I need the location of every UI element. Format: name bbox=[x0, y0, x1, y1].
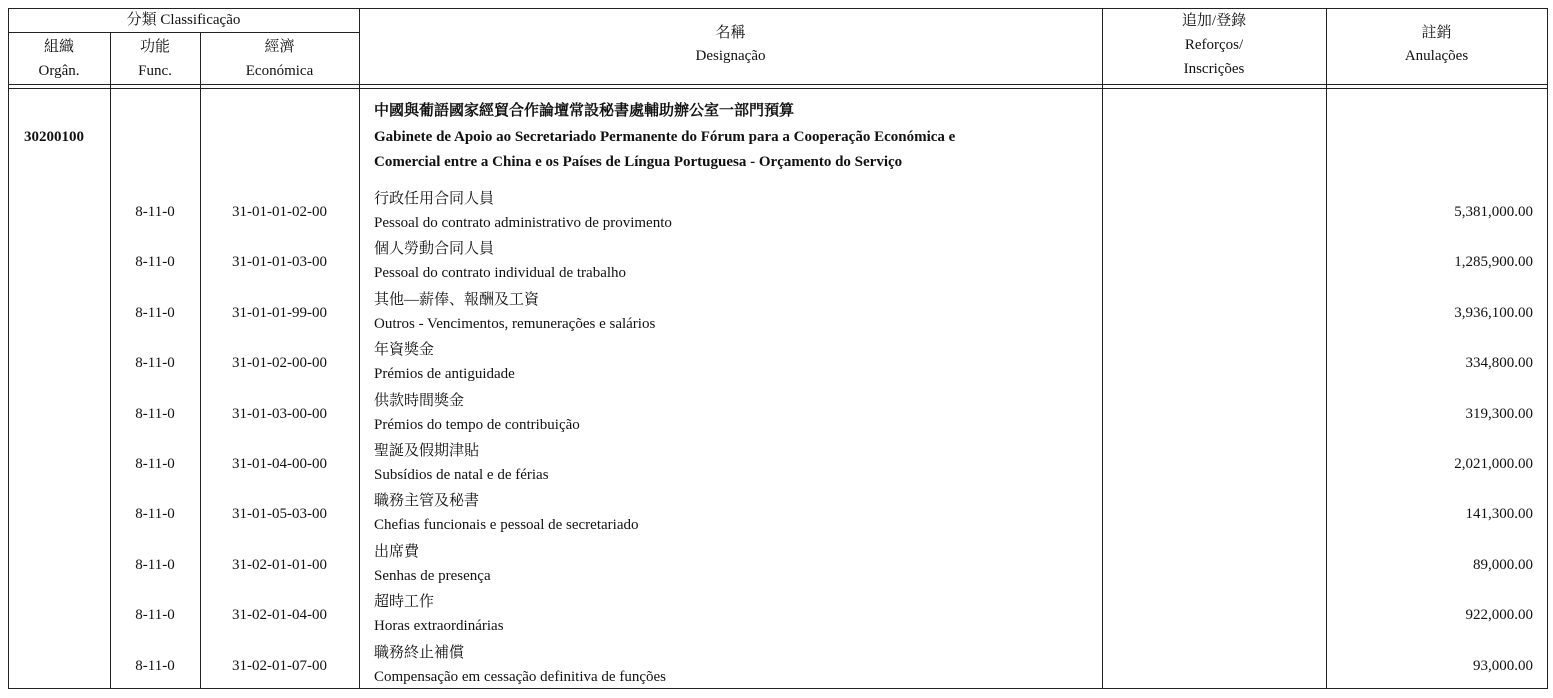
annulments-header-pt: Anulações bbox=[1404, 48, 1469, 64]
col-divider-reinforcements bbox=[1326, 8, 1327, 689]
row-annulment: 922,000.00 bbox=[1465, 607, 1533, 623]
reinforcements-header-pt2: Inscrições bbox=[1183, 61, 1245, 77]
row-econ: 31-01-01-03-00 bbox=[232, 254, 327, 270]
row-name-zh: 職務主管及秘書 bbox=[374, 493, 480, 509]
func-header-pt: Func. bbox=[138, 63, 172, 79]
designation-header-zh: 名稱 bbox=[715, 25, 746, 41]
table-top-border bbox=[8, 8, 1547, 9]
reinforcements-header-pt1: Reforços/ bbox=[1184, 37, 1244, 53]
row-annulment: 3,936,100.00 bbox=[1454, 305, 1533, 321]
row-econ: 31-02-01-01-00 bbox=[232, 557, 327, 573]
row-func: 8-11-0 bbox=[135, 506, 175, 522]
row-func: 8-11-0 bbox=[135, 406, 175, 422]
row-econ: 31-01-05-03-00 bbox=[232, 506, 327, 522]
col-divider-designation bbox=[1102, 8, 1103, 689]
row-name-pt: Outros - Vencimentos, remunerações e salários bbox=[374, 316, 656, 332]
designation-header-pt: Designação bbox=[695, 48, 766, 64]
econ-header-pt: Económica bbox=[245, 63, 314, 79]
row-name-zh: 個人勞動合同人員 bbox=[374, 241, 495, 257]
organ-header-pt: Orgân. bbox=[38, 63, 80, 79]
row-name-pt: Chefias funcionais e pessoal de secretariado bbox=[374, 517, 639, 533]
row-func: 8-11-0 bbox=[135, 607, 175, 623]
row-func: 8-11-0 bbox=[135, 355, 175, 371]
row-name-pt: Pessoal do contrato administrativo de provimento bbox=[374, 215, 672, 231]
row-econ: 31-01-03-00-00 bbox=[232, 406, 327, 422]
row-name-zh: 其他—薪俸、報酬及工資 bbox=[374, 292, 540, 308]
row-econ: 31-02-01-07-00 bbox=[232, 658, 327, 674]
row-annulment: 334,800.00 bbox=[1465, 355, 1533, 371]
row-name-zh: 聖誕及假期津貼 bbox=[374, 443, 480, 459]
row-name-pt: Compensação em cessação definitiva de funções bbox=[374, 669, 666, 685]
header-double-rule bbox=[8, 88, 1547, 89]
row-name-pt: Subsídios de natal e de férias bbox=[374, 467, 549, 483]
row-name-zh: 職務終止補償 bbox=[374, 645, 465, 661]
row-econ: 31-01-04-00-00 bbox=[232, 456, 327, 472]
classification-header: 分類 Classificação bbox=[126, 12, 241, 28]
row-econ: 31-01-01-02-00 bbox=[232, 204, 327, 220]
header-bottom-border bbox=[8, 84, 1547, 85]
row-name-zh: 超時工作 bbox=[374, 594, 435, 610]
row-func: 8-11-0 bbox=[135, 557, 175, 573]
row-name-pt: Senhas de presença bbox=[374, 568, 491, 584]
organ-code: 30200100 bbox=[24, 129, 84, 145]
row-annulment: 141,300.00 bbox=[1465, 506, 1533, 522]
row-annulment: 89,000.00 bbox=[1473, 557, 1533, 573]
row-name-zh: 出席費 bbox=[374, 544, 420, 560]
row-func: 8-11-0 bbox=[135, 658, 175, 674]
section-title-pt-line1: Gabinete de Apoio ao Secretariado Permanente do Fórum para a Cooperação Económica e bbox=[374, 129, 956, 145]
func-header-zh: 功能 bbox=[139, 39, 170, 55]
econ-header-zh: 經濟 bbox=[264, 39, 295, 55]
row-annulment: 2,021,000.00 bbox=[1454, 456, 1533, 472]
section-title-pt-line2: Comercial entre a China e os Países de Língua Portuguesa - Orçamento do Serviço bbox=[374, 154, 903, 170]
row-func: 8-11-0 bbox=[135, 254, 175, 270]
col-divider-econ bbox=[359, 8, 360, 689]
row-name-pt: Prémios de antiguidade bbox=[374, 366, 515, 382]
row-name-zh: 供款時間獎金 bbox=[374, 393, 465, 409]
row-name-zh: 年資獎金 bbox=[374, 342, 435, 358]
row-name-zh: 行政任用合同人員 bbox=[374, 191, 495, 207]
reinforcements-header-zh: 追加/登錄 bbox=[1181, 13, 1247, 29]
table-bottom-border bbox=[8, 688, 1547, 689]
row-name-pt: Prémios do tempo de contribuição bbox=[374, 417, 580, 433]
annulments-header-zh: 註銷 bbox=[1421, 25, 1452, 41]
row-name-pt: Horas extraordinárias bbox=[374, 618, 504, 634]
row-func: 8-11-0 bbox=[135, 305, 175, 321]
row-econ: 31-02-01-04-00 bbox=[232, 607, 327, 623]
section-title-zh: 中國與葡語國家經貿合作論壇常設秘書處輔助辦公室一部門預算 bbox=[374, 103, 795, 119]
row-name-pt: Pessoal do contrato individual de trabalho bbox=[374, 265, 627, 281]
table-right-border bbox=[1547, 8, 1548, 689]
row-func: 8-11-0 bbox=[135, 456, 175, 472]
row-econ: 31-01-02-00-00 bbox=[232, 355, 327, 371]
row-econ: 31-01-01-99-00 bbox=[232, 305, 327, 321]
row-annulment: 5,381,000.00 bbox=[1454, 204, 1533, 220]
row-annulment: 319,300.00 bbox=[1465, 406, 1533, 422]
row-annulment: 93,000.00 bbox=[1473, 658, 1533, 674]
row-annulment: 1,285,900.00 bbox=[1454, 254, 1533, 270]
row-func: 8-11-0 bbox=[135, 204, 175, 220]
organ-header-zh: 組織 bbox=[43, 39, 74, 55]
classification-underline bbox=[8, 32, 359, 33]
table-left-border bbox=[8, 8, 9, 689]
